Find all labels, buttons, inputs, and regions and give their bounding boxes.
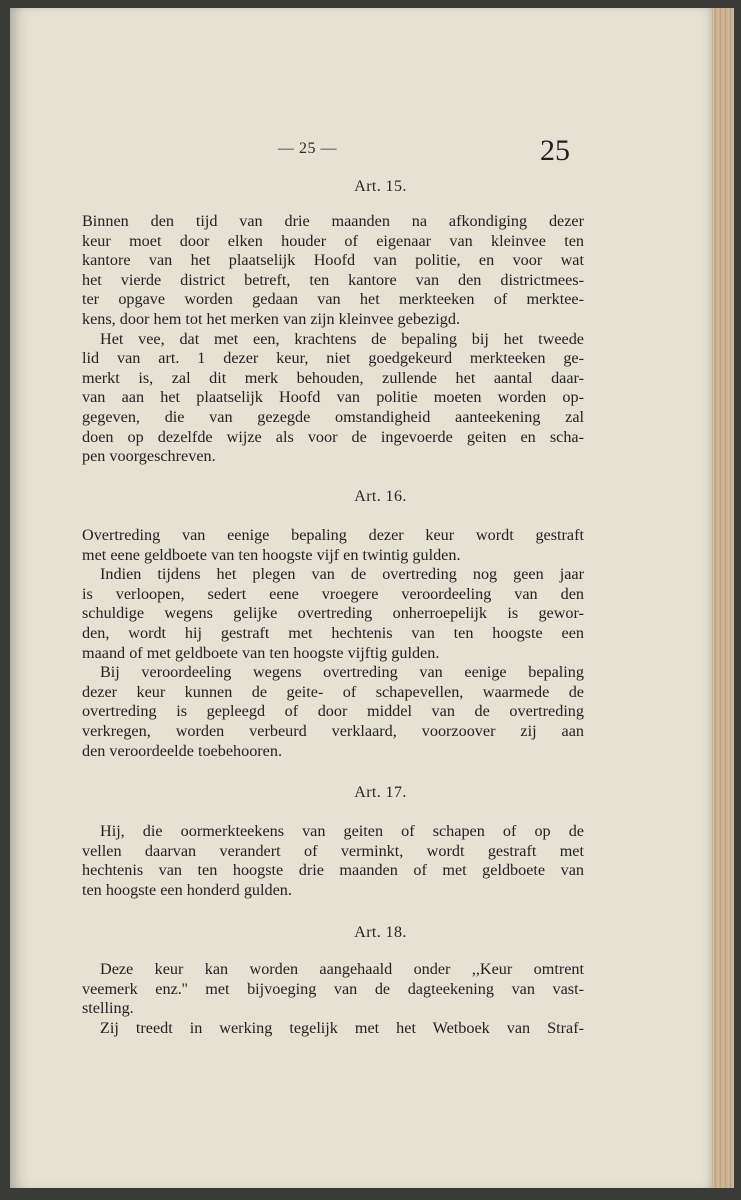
text-line: is verloopen, sedert eene vroegere veroordeeling van den xyxy=(82,584,584,603)
text-line: Het vee, dat met een, krachtens de bepaling bij het tweede xyxy=(100,329,584,348)
text-line: het vierde district betreft, ten kantore van den districtmees- xyxy=(82,270,584,289)
text-line: ten hoogste een honderd gulden. xyxy=(82,880,292,899)
text-line: Zij treedt in werking tegelijk met het Wetboek van Straf- xyxy=(100,1018,584,1037)
text-line: den, wordt hij gestraft met hechtenis van ten hoogste een xyxy=(82,623,584,642)
text-line: hechtenis van ten hoogste drie maanden of met geldboete van xyxy=(82,861,584,880)
article-heading-17: Art. 17. xyxy=(354,784,407,801)
text-line: Indien tijdens het plegen van de overtreding nog geen jaar xyxy=(100,565,584,584)
text-line: maand of met geldboete van ten hoogste vijftig gulden. xyxy=(82,643,440,662)
text-line: Binnen den tijd van drie maanden na afkondiging dezer xyxy=(82,212,584,230)
text-line: ter opgave worden gedaan van het merkteeken of merktee- xyxy=(82,290,584,309)
text-line: pen voorgeschreven. xyxy=(82,447,216,466)
article-heading-15: Art. 15. xyxy=(354,178,407,195)
text-line: vellen daarvan verandert of verminkt, wordt gestraft met xyxy=(82,841,584,860)
text-line: Overtreding van eenige bepaling dezer keur wordt gestraft xyxy=(82,526,584,544)
text-line: verkregen, worden verbeurd verklaard, voorzoover zij aan xyxy=(82,721,584,740)
page-header xyxy=(0,134,741,168)
text-line: lid van art. 1 dezer keur, niet goedgekeurd merkteeken ge- xyxy=(82,349,584,368)
text-line: gegeven, die van gezegde omstandigheid aanteekening zal xyxy=(82,407,584,426)
text-line: keur moet door elken houder of eigenaar van kleinvee ten xyxy=(82,231,584,250)
text-line: overtreding is gepleegd of door middel van de overtreding xyxy=(82,702,584,721)
text-line: kantore van het plaatselijk Hoofd van politie, en voor wat xyxy=(82,251,584,270)
text-line: schuldige wegens gelijke overtreding onherroepelijk is gewor- xyxy=(82,604,584,623)
text-line: Hij, die oormerkteekens van geiten of schapen of op de xyxy=(100,822,584,840)
text-line: stelling. xyxy=(82,999,134,1018)
text-line: den veroordeelde toebehooren. xyxy=(82,741,283,760)
text-line: kens, door hem tot het merken van zijn kleinvee gebezigd. xyxy=(82,309,461,328)
text-line: Bij veroordeeling wegens overtreding van eenige bepaling xyxy=(100,663,584,682)
text-line: merkt is, zal dit merk behouden, zullende het aantal daar- xyxy=(82,368,584,387)
article-heading-18: Art. 18. xyxy=(354,924,407,941)
text-line: dezer keur kunnen de geite- of schapevellen, waarmede de xyxy=(82,682,584,701)
article-body-15 xyxy=(82,212,584,467)
page-number-center: — 25 — xyxy=(278,140,337,157)
page-number-stamp: 25 xyxy=(540,134,570,167)
article-heading-16: Art. 16. xyxy=(354,488,407,505)
text-line: veemerk enz.'' met bijvoeging van de dagteekening van vast- xyxy=(82,979,584,998)
text-line: met eene geldboete van ten hoogste vijf en twintig gulden. xyxy=(82,545,461,564)
article-body-16 xyxy=(82,526,584,761)
text-line: van aan het plaatselijk Hoofd van politie moeten worden op- xyxy=(82,388,584,407)
text-line: Deze keur kan worden aangehaald onder ,,Keur omtrent xyxy=(100,960,584,978)
article-body-17 xyxy=(82,822,584,900)
text-line: doen op dezelfde wijze als voor de ingevoerde geiten en scha- xyxy=(82,427,584,446)
article-body-18 xyxy=(82,960,584,1038)
